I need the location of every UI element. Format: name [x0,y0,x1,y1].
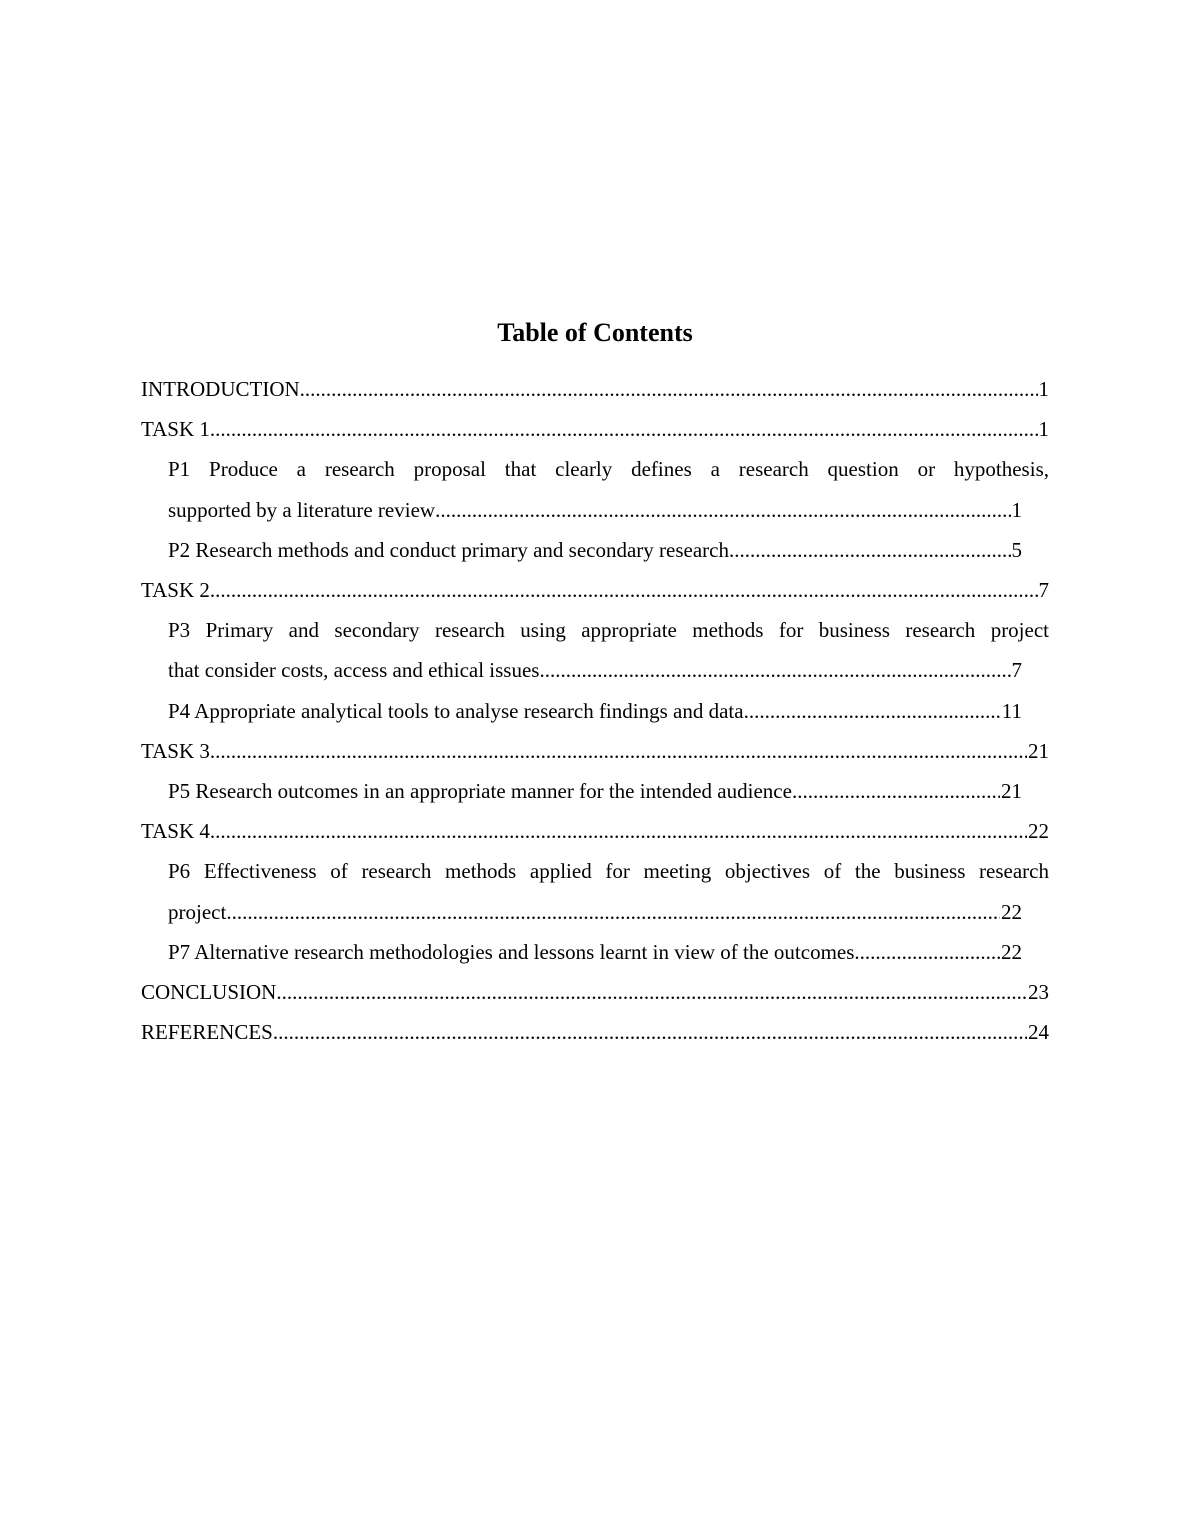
toc-entry-page: 7 [1038,570,1050,610]
toc-entry-p1[interactable] [168,490,1022,530]
toc-entry-page: 7 [1011,650,1023,690]
toc-entry-page: 24 [1027,1012,1049,1052]
toc-entry-p3-line1[interactable]: P3 Primary and secondary research using appropriate methods for business research project [168,618,1049,643]
toc-entry-task-1[interactable] [141,409,1049,449]
table-of-contents [141,369,1049,1052]
toc-entry-page: 22 [1027,811,1049,851]
toc-entry-text: supported by a literature review ..... [168,498,435,522]
toc-entry-text: P7 Alternative research methodologies and lessons learnt in view of the outcomes ..... [168,940,854,964]
toc-entry-task-4[interactable] [141,811,1049,851]
toc-entry-p1-line1[interactable]: P1 Produce a research proposal that clearly defines a research question or hypothesis, [168,457,1049,482]
toc-entry-p3[interactable] [168,650,1022,690]
toc-entry-text: P4 Appropriate analytical tools to analyse research findings and data ..... [168,699,744,723]
toc-entry-page: 23 [1027,972,1049,1012]
toc-entry-page: 1 [1011,490,1023,530]
toc-entry-text: CONCLUSION ..... [141,980,276,1004]
toc-entry-page: 1 [1038,369,1050,409]
toc-entry-page: 11 [1001,691,1022,731]
toc-entry-page: 5 [1011,530,1023,570]
toc-entry-page: 21 [1000,771,1022,811]
toc-entry-text: INTRODUCTION ..... [141,377,300,401]
toc-title: Table of Contents [497,318,693,347]
toc-entry-conclusion[interactable] [141,972,1049,1012]
toc-entry-p5[interactable] [168,771,1022,811]
toc-entry-p6-line1[interactable]: P6 Effectiveness of research methods applied for meeting objectives of the business research [168,859,1049,884]
toc-entry-text: TASK 4 ..... [141,819,210,843]
toc-entry-task-2[interactable] [141,570,1049,610]
toc-entry-references[interactable] [141,1012,1049,1052]
toc-entry-text: project ..... [168,900,226,924]
toc-entry-task-3[interactable] [141,731,1049,771]
toc-entry-p4[interactable] [168,691,1022,731]
toc-entry-text: TASK 3 ..... [141,739,210,763]
toc-entry-page: 22 [1000,892,1022,932]
toc-entry-p6[interactable] [168,892,1022,932]
toc-entry-text: TASK 1 ..... [141,417,210,441]
toc-entry-text: TASK 2 ..... [141,578,210,602]
toc-entry-page: 1 [1038,409,1050,449]
toc-entry-page: 21 [1027,731,1049,771]
toc-entry-p2[interactable] [168,530,1022,570]
toc-entry-text: P5 Research outcomes in an appropriate manner for the intended audience ..... [168,779,792,803]
toc-entry-text: that consider costs, access and ethical issues ..... [168,658,539,682]
toc-entry-text: REFERENCES ..... [141,1020,273,1044]
toc-entry-introduction[interactable] [141,369,1049,409]
toc-entry-page: 22 [1000,932,1022,972]
toc-entry-text: P2 Research methods and conduct primary and secondary research ..... [168,538,729,562]
toc-entry-p7[interactable] [168,932,1022,972]
